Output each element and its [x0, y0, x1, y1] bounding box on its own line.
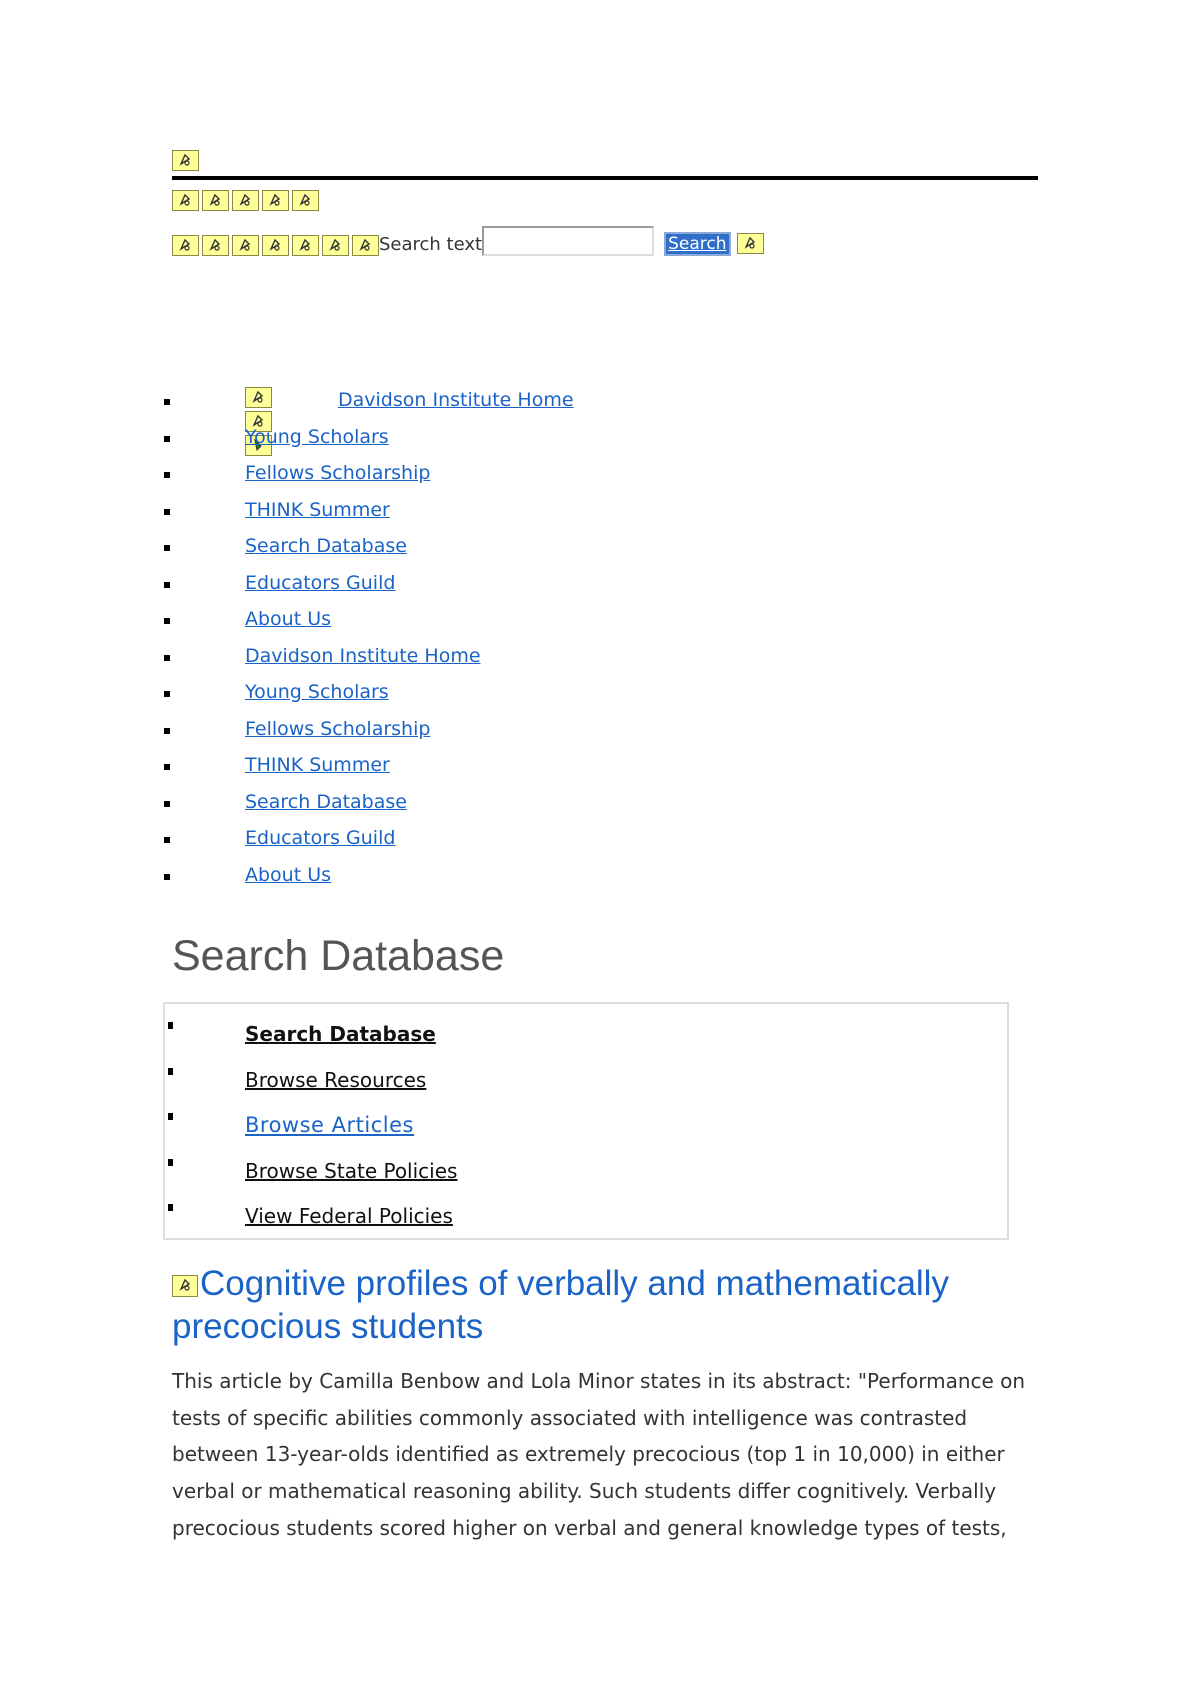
- bullet: [164, 509, 170, 515]
- nav-link-search-database[interactable]: Search Database: [245, 535, 407, 557]
- bullet: [168, 1113, 173, 1120]
- nav-link-think-summer-2[interactable]: THINK Summer: [245, 754, 390, 776]
- bullet: [168, 1204, 173, 1211]
- nav-link-think-summer[interactable]: THINK Summer: [245, 498, 390, 521]
- search-input[interactable]: [482, 226, 654, 256]
- subnav-link-browse-state-policies[interactable]: Browse State Policies: [245, 1158, 458, 1183]
- bullet: [164, 472, 170, 478]
- bullet: [164, 436, 170, 442]
- broken-image-icon[interactable]: [352, 235, 379, 256]
- header-icon-row: [172, 190, 1038, 214]
- broken-image-icon[interactable]: [202, 190, 229, 211]
- subnav-link-view-federal-policies[interactable]: View Federal Policies: [245, 1204, 453, 1228]
- nav-link-fellows-scholarship[interactable]: Fellows Scholarship: [245, 462, 431, 484]
- page-title: Search Database: [172, 932, 505, 980]
- bullet: [168, 1022, 173, 1029]
- bullet: [164, 728, 170, 734]
- broken-image-icon[interactable]: [292, 190, 319, 211]
- subnav-link-browse-resources[interactable]: Browse Resources: [245, 1067, 427, 1092]
- bullet: [164, 764, 170, 770]
- bullet: [164, 399, 170, 405]
- bullet: [164, 618, 170, 624]
- nav-link-young-scholars[interactable]: Young Scholars: [245, 425, 389, 448]
- broken-image-icon[interactable]: [292, 235, 319, 256]
- broken-image-icon[interactable]: [262, 190, 289, 211]
- nav-link-fellows-scholarship-2[interactable]: Fellows Scholarship: [245, 717, 431, 740]
- bullet: [168, 1159, 173, 1166]
- broken-image-icon[interactable]: [232, 190, 259, 211]
- bullet: [164, 545, 170, 551]
- broken-image-icon: [245, 387, 272, 408]
- nav-link-educators-guild[interactable]: Educators Guild: [245, 571, 396, 594]
- bullet: [164, 801, 170, 807]
- page: [172, 150, 1038, 1540]
- broken-image-icon: [172, 1275, 198, 1297]
- article-title-heading: [172, 1262, 1038, 1348]
- bullet: [164, 582, 170, 588]
- nav-link-davidson-home[interactable]: Davidson Institute Home: [338, 389, 574, 411]
- search-button[interactable]: [664, 232, 730, 256]
- bullet: [164, 837, 170, 843]
- search-label: Search text: [379, 234, 483, 255]
- nav-link-about-us-2[interactable]: About Us: [245, 863, 332, 886]
- broken-image-icon[interactable]: [262, 235, 289, 256]
- broken-image-icon[interactable]: [322, 235, 349, 256]
- broken-image-icon[interactable]: [232, 235, 259, 256]
- header-logo-row: [172, 150, 1038, 174]
- bullet: [164, 691, 170, 697]
- broken-image-icon[interactable]: [202, 235, 229, 256]
- broken-image-icon: [737, 233, 764, 254]
- subnav-link-browse-articles[interactable]: Browse Articles: [245, 1113, 414, 1137]
- bullet: [164, 655, 170, 661]
- search-bar: [172, 226, 1038, 256]
- subnav-panel: [163, 1002, 1009, 1240]
- broken-image-icon[interactable]: [172, 190, 199, 211]
- subnav-link-search-database[interactable]: Search Database: [245, 1022, 436, 1046]
- nav-link-search-database-2[interactable]: Search Database: [245, 790, 407, 813]
- article-title: Cognitive profiles of verbally and mathematically precocious students: [172, 1264, 949, 1346]
- header-divider: [172, 176, 1038, 180]
- nav-link-davidson-home-2[interactable]: Davidson Institute Home: [245, 644, 481, 667]
- bullet: [164, 874, 170, 880]
- nav-link-young-scholars-2[interactable]: Young Scholars: [245, 681, 389, 703]
- broken-image-icon[interactable]: [172, 235, 199, 256]
- nav-link-about-us[interactable]: About Us: [245, 608, 332, 630]
- search-button-label: Search: [668, 234, 727, 254]
- bullet: [168, 1068, 173, 1075]
- nav-link-educators-guild-2[interactable]: Educators Guild: [245, 827, 396, 849]
- broken-image-icon: [172, 150, 199, 171]
- article-body: This article by Camilla Benbow and Lola Minor states in its abstract: "Performance on tests of specific abilities commonly associated with intelligence was contrasted between 13-year-olds identified as extremely precocious (top 1 in 10,000) in either verbal or mathematical reasoning ability. Such students differ cognitively. Verbally precocious students scored higher on verbal and general knowledge types of tests,: [172, 1369, 1026, 1540]
